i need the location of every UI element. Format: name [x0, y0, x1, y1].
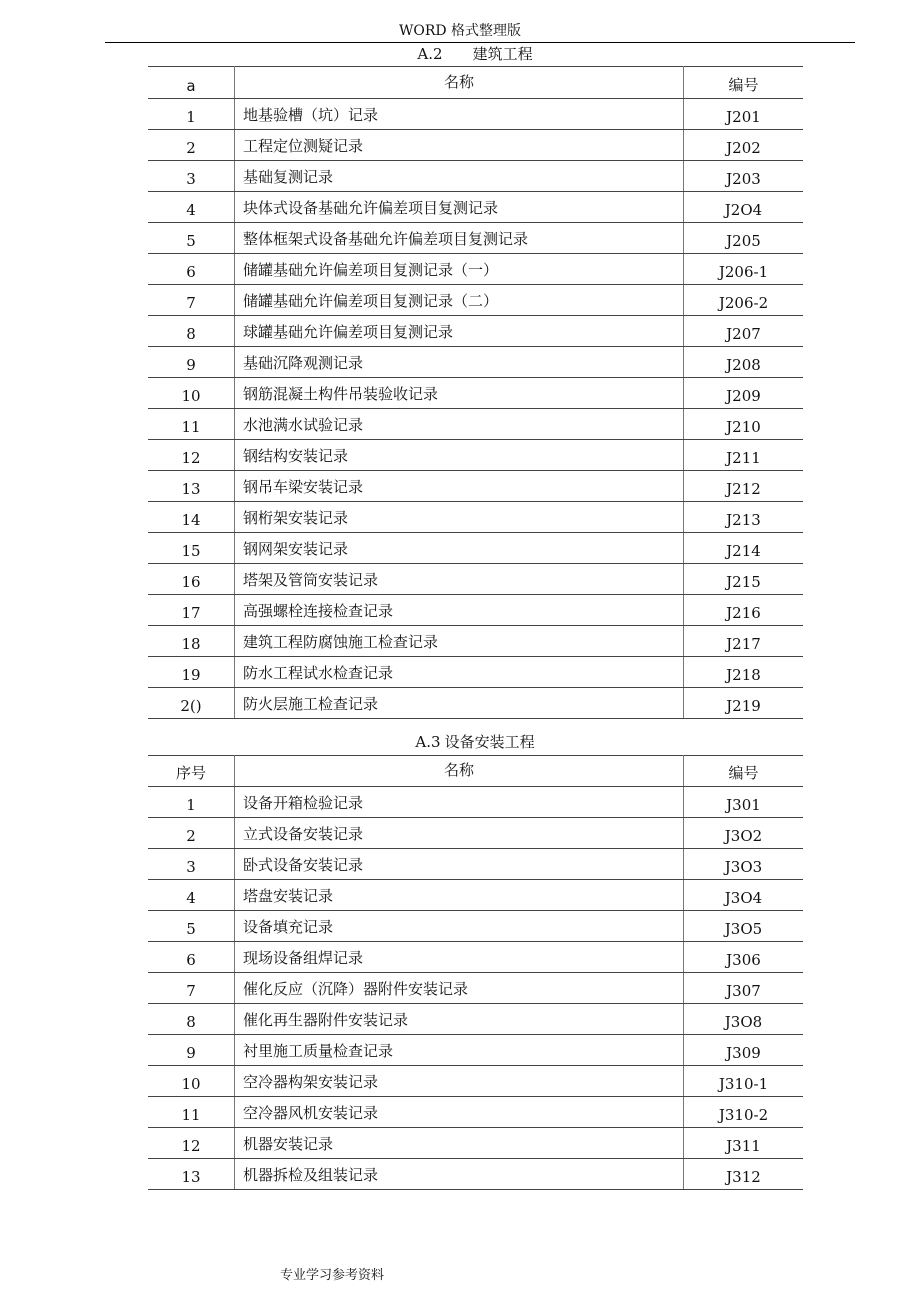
row-index: 19	[148, 657, 235, 688]
row-index: 7	[148, 973, 235, 1004]
row-index: 3	[148, 161, 235, 192]
table-row	[148, 973, 803, 1004]
column-header-name: 名称	[235, 67, 684, 99]
row-index: 9	[148, 1035, 235, 1066]
column-header-name: 名称	[235, 756, 684, 787]
row-code: J210	[684, 409, 804, 440]
row-code: J217	[684, 626, 804, 657]
row-index: 2	[148, 130, 235, 161]
row-code: J309	[684, 1035, 804, 1066]
row-index: 2	[148, 818, 235, 849]
row-code: J209	[684, 378, 804, 409]
table-row	[148, 347, 803, 378]
row-code: J211	[684, 440, 804, 471]
row-index: 5	[148, 223, 235, 254]
row-index: 12	[148, 440, 235, 471]
row-name: 水池满水试验记录	[235, 409, 684, 440]
section-a3-number: A.3	[415, 733, 441, 751]
table-row	[148, 502, 803, 533]
table-row	[148, 595, 803, 626]
table-row	[148, 626, 803, 657]
table-row	[148, 564, 803, 595]
table-row	[148, 1159, 803, 1190]
row-name: 储罐基础允许偏差项目复测记录（二）	[235, 285, 684, 316]
row-index: 18	[148, 626, 235, 657]
row-index: 12	[148, 1128, 235, 1159]
row-name: 塔盘安装记录	[235, 880, 684, 911]
table-row	[148, 223, 803, 254]
row-index: 1	[148, 99, 235, 130]
row-code: J207	[684, 316, 804, 347]
row-name: 建筑工程防腐蚀施工检查记录	[235, 626, 684, 657]
table-a2-header-row	[148, 67, 803, 99]
row-name: 卧式设备安装记录	[235, 849, 684, 880]
row-code: J216	[684, 595, 804, 626]
row-code: J3O5	[684, 911, 804, 942]
row-index: 1	[148, 787, 235, 818]
table-row	[148, 130, 803, 161]
row-code: J206-2	[684, 285, 804, 316]
column-header-index: 序号	[148, 756, 235, 787]
row-index: 17	[148, 595, 235, 626]
row-index: 2()	[148, 688, 235, 719]
row-name: 高强螺栓连接检查记录	[235, 595, 684, 626]
row-code: J203	[684, 161, 804, 192]
row-name: 基础复测记录	[235, 161, 684, 192]
row-index: 16	[148, 564, 235, 595]
column-header-code: 编号	[684, 756, 804, 787]
row-name: 塔架及管筒安装记录	[235, 564, 684, 595]
row-code: J306	[684, 942, 804, 973]
row-code: J206-1	[684, 254, 804, 285]
row-name: 防火层施工检查记录	[235, 688, 684, 719]
table-row	[148, 1066, 803, 1097]
row-name: 防水工程试水检查记录	[235, 657, 684, 688]
row-name: 球罐基础允许偏差项目复测记录	[235, 316, 684, 347]
row-name: 设备填充记录	[235, 911, 684, 942]
page-header: WORD 格式整理版	[398, 23, 522, 39]
table-row	[148, 316, 803, 347]
row-index: 11	[148, 409, 235, 440]
table-row	[148, 787, 803, 818]
row-index: 7	[148, 285, 235, 316]
row-index: 6	[148, 254, 235, 285]
row-index: 8	[148, 316, 235, 347]
row-name: 钢吊车梁安装记录	[235, 471, 684, 502]
row-name: 催化反应（沉降）器附件安装记录	[235, 973, 684, 1004]
table-row	[148, 378, 803, 409]
row-index: 6	[148, 942, 235, 973]
row-code: J218	[684, 657, 804, 688]
row-index: 10	[148, 1066, 235, 1097]
row-code: J307	[684, 973, 804, 1004]
section-a2-number: A.2	[417, 45, 443, 63]
table-row	[148, 409, 803, 440]
section-a3-heading: 设备安装工程	[444, 733, 535, 751]
row-index: 4	[148, 880, 235, 911]
row-name: 钢结构安装记录	[235, 440, 684, 471]
row-index: 8	[148, 1004, 235, 1035]
row-code: J310-1	[684, 1066, 804, 1097]
row-index: 3	[148, 849, 235, 880]
row-name: 现场设备组焊记录	[235, 942, 684, 973]
table-row	[148, 657, 803, 688]
row-index: 14	[148, 502, 235, 533]
table-row	[148, 1128, 803, 1159]
row-code: J201	[684, 99, 804, 130]
row-index: 9	[148, 347, 235, 378]
row-name: 钢桁架安装记录	[235, 502, 684, 533]
row-name: 空冷器构架安装记录	[235, 1066, 684, 1097]
row-name: 机器拆检及组装记录	[235, 1159, 684, 1190]
row-name: 块体式设备基础允许偏差项目复测记录	[235, 192, 684, 223]
row-name: 钢网架安装记录	[235, 533, 684, 564]
table-row	[148, 688, 803, 719]
row-code: J312	[684, 1159, 804, 1190]
table-row	[148, 849, 803, 880]
row-index: 4	[148, 192, 235, 223]
row-code: J213	[684, 502, 804, 533]
row-code: J214	[684, 533, 804, 564]
table-row	[148, 880, 803, 911]
row-index: 5	[148, 911, 235, 942]
row-index: 11	[148, 1097, 235, 1128]
table-a2	[148, 66, 803, 719]
row-name: 地基验槽（坑）记录	[235, 99, 684, 130]
row-index: 15	[148, 533, 235, 564]
row-name: 基础沉降观测记录	[235, 347, 684, 378]
row-code: J301	[684, 787, 804, 818]
table-row	[148, 471, 803, 502]
table-row	[148, 192, 803, 223]
row-index: 10	[148, 378, 235, 409]
section-a3-title	[148, 733, 802, 751]
table-row	[148, 1097, 803, 1128]
row-code: J215	[684, 564, 804, 595]
column-header-index: a	[148, 67, 235, 99]
row-code: J310-2	[684, 1097, 804, 1128]
row-index: 13	[148, 471, 235, 502]
column-header-code: 编号	[684, 67, 804, 99]
row-code: J3O4	[684, 880, 804, 911]
row-name: 催化再生器附件安装记录	[235, 1004, 684, 1035]
table-row	[148, 161, 803, 192]
table-a3	[148, 755, 803, 1190]
row-name: 衬里施工质量检查记录	[235, 1035, 684, 1066]
table-row	[148, 254, 803, 285]
table-row	[148, 818, 803, 849]
row-code: J3O3	[684, 849, 804, 880]
row-index: 13	[148, 1159, 235, 1190]
row-code: J208	[684, 347, 804, 378]
table-a3-header-row	[148, 756, 803, 787]
page-footer: 专业学习参考资料	[280, 1268, 385, 1283]
row-name: 储罐基础允许偏差项目复测记录（一）	[235, 254, 684, 285]
table-row	[148, 1004, 803, 1035]
row-code: J212	[684, 471, 804, 502]
row-code: J3O8	[684, 1004, 804, 1035]
row-name: 设备开箱检验记录	[235, 787, 684, 818]
row-code: J205	[684, 223, 804, 254]
row-code: J202	[684, 130, 804, 161]
row-name: 机器安装记录	[235, 1128, 684, 1159]
table-row	[148, 942, 803, 973]
row-name: 钢筋混凝土构件吊装验收记录	[235, 378, 684, 409]
section-a2-title	[148, 45, 802, 63]
row-code: J3O2	[684, 818, 804, 849]
row-name: 工程定位测疑记录	[235, 130, 684, 161]
row-name: 空冷器风机安装记录	[235, 1097, 684, 1128]
section-a2-heading: 建筑工程	[472, 45, 533, 63]
table-row	[148, 533, 803, 564]
row-code: J219	[684, 688, 804, 719]
table-row	[148, 1035, 803, 1066]
row-name: 立式设备安装记录	[235, 818, 684, 849]
table-row	[148, 99, 803, 130]
row-name: 整体框架式设备基础允许偏差项目复测记录	[235, 223, 684, 254]
table-row	[148, 440, 803, 471]
header-rule	[105, 42, 855, 43]
table-row	[148, 911, 803, 942]
row-code: J2O4	[684, 192, 804, 223]
row-code: J311	[684, 1128, 804, 1159]
table-row	[148, 285, 803, 316]
